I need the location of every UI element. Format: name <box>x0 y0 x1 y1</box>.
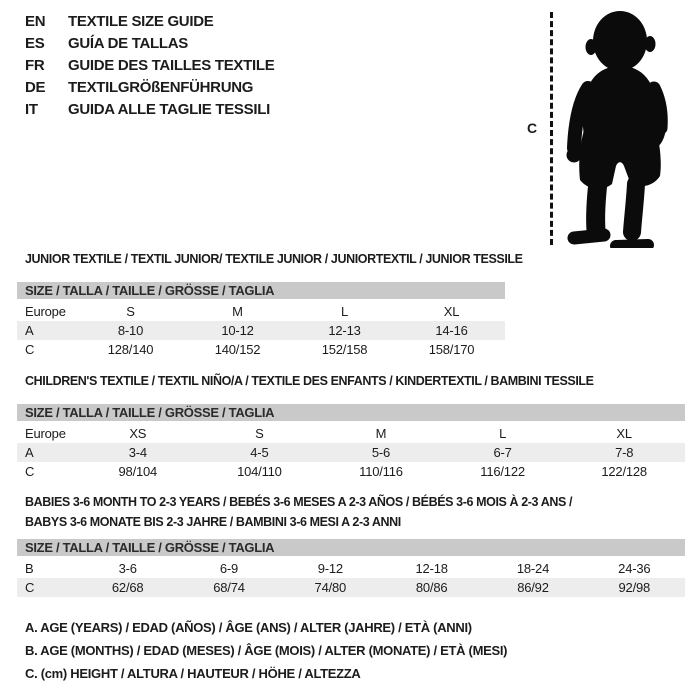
section-childrens-textile <box>17 371 685 481</box>
value-cell: XS <box>129 426 147 441</box>
value-cell: M <box>232 304 243 319</box>
row-label-cell: C <box>25 580 35 595</box>
value-cell: 3-4 <box>128 445 147 460</box>
value-cell: M <box>375 426 387 441</box>
language-code: EN <box>25 13 46 30</box>
value-cell: 12-18 <box>415 561 448 576</box>
value-cell: 98/104 <box>118 464 158 479</box>
value-cell: 4-5 <box>250 445 269 460</box>
table-row <box>17 578 685 597</box>
table-row <box>17 559 685 578</box>
value-cell: 80/86 <box>415 580 448 595</box>
value-cell: 12-13 <box>328 323 361 338</box>
legend-line: A. AGE (YEARS) / EDAD (AÑOS) / ÂGE (ANS) / ALTER (JAHRE) / ETÀ (ANNI) <box>25 620 472 635</box>
babies-section-title <box>25 492 685 532</box>
value-cell: 10-12 <box>221 323 254 338</box>
value-cell: 5-6 <box>371 445 391 460</box>
value-cell: 128/140 <box>107 342 154 357</box>
row-label-cell: C <box>25 464 35 479</box>
language-row <box>25 11 274 33</box>
row-label-cell: A <box>25 323 34 338</box>
language-row <box>25 33 274 55</box>
value-cell: 18-24 <box>516 561 550 576</box>
value-cell: 14-16 <box>435 323 468 338</box>
value-cell: 6-7 <box>493 445 512 460</box>
value-cell: 152/158 <box>321 342 368 357</box>
height-measure-label: C <box>527 120 538 136</box>
language-code: DE <box>25 79 46 96</box>
value-cell: 116/122 <box>480 464 525 479</box>
section-title-line: CHILDREN'S TEXTILE / TEXTIL NIÑO/A / TEXTILE DES ENFANTS / KINDERTEXTIL / BAMBINI TESSILE <box>25 374 594 388</box>
babies-size-table <box>17 559 685 597</box>
value-cell: 62/68 <box>111 580 144 595</box>
language-code: FR <box>25 57 45 74</box>
value-cell: 24-36 <box>618 561 651 576</box>
language-row <box>25 55 274 77</box>
value-cell: 3-6 <box>118 561 137 576</box>
row-label-cell: C <box>25 342 35 357</box>
junior-size-table <box>17 302 505 359</box>
value-cell: 86/92 <box>517 580 549 595</box>
value-cell: XL <box>443 304 460 319</box>
legend-line: B. AGE (MONTHS) / EDAD (MESES) / ÂGE (MOIS) / ALTER (MONATE) / ETÀ (MESI) <box>25 643 508 658</box>
row-label-cell: B <box>25 561 34 576</box>
language-title: TEXTILE SIZE GUIDE <box>68 13 214 30</box>
value-cell: S <box>126 304 135 319</box>
table-row <box>17 302 505 321</box>
language-title: GUIDA ALLE TAGLIE TESSILI <box>68 101 270 118</box>
table-row <box>17 443 685 462</box>
value-cell: S <box>255 426 264 441</box>
language-title: GUIDE DES TAILLES TEXTILE <box>68 57 275 74</box>
table-row <box>17 462 685 481</box>
babies-size-header-bar: SIZE / TALLA / TAILLE / GRÖSSE / TAGLIA <box>17 539 685 556</box>
section-title-line: BABYS 3-6 MONATE BIS 2-3 JAHRE / BAMBINI 3-6 MESI A 2-3 ANNI <box>25 515 401 529</box>
value-cell: 74/80 <box>314 580 347 595</box>
table-row <box>17 424 685 443</box>
value-cell: 7-8 <box>615 445 634 460</box>
junior-section-title <box>25 249 523 269</box>
value-cell: L <box>340 304 349 319</box>
value-cell: 8-10 <box>117 323 144 338</box>
row-label-cell: Europe <box>25 304 66 319</box>
legend-line: C. (cm) HEIGHT / ALTURA / HAUTEUR / HÖHE / ALTEZZA <box>25 666 361 681</box>
section-babies-textile <box>17 492 685 597</box>
language-title: TEXTILGRÖßENFÜHRUNG <box>68 79 254 96</box>
section-title-line: JUNIOR TEXTILE / TEXTIL JUNIOR/ TEXTILE JUNIOR / JUNIORTEXTIL / JUNIOR TESSILE <box>25 252 523 266</box>
table-row <box>17 340 505 359</box>
value-cell: 158/170 <box>428 342 475 357</box>
value-cell: 92/98 <box>618 580 651 595</box>
row-label-cell: Europe <box>25 426 66 441</box>
language-code: IT <box>25 101 38 118</box>
value-cell: 104/110 <box>237 464 282 479</box>
section-title-line: BABIES 3-6 MONTH TO 2-3 YEARS / BEBÉS 3-6 MESES A 2-3 AÑOS / BÉBÉS 3-6 MOIS À 2-3 ANS / <box>25 495 573 509</box>
language-title-list <box>25 11 274 121</box>
baby-silhouette <box>561 6 683 248</box>
children-size-table <box>17 424 685 481</box>
language-row <box>25 99 274 121</box>
value-cell: L <box>499 426 507 441</box>
value-cell: 110/116 <box>359 464 403 479</box>
measurement-legend <box>25 616 507 685</box>
children-section-title <box>25 371 685 391</box>
language-row <box>25 77 274 99</box>
junior-size-header-bar: SIZE / TALLA / TAILLE / GRÖSSE / TAGLIA <box>17 282 505 299</box>
row-label-cell: A <box>25 445 34 460</box>
value-cell: 9-12 <box>317 561 343 576</box>
value-cell: XL <box>616 426 632 441</box>
section-junior-textile <box>17 249 523 359</box>
language-code: ES <box>25 35 45 52</box>
value-cell: 122/128 <box>601 464 647 479</box>
value-cell: 140/152 <box>214 342 261 357</box>
table-row <box>17 321 505 340</box>
height-measure-dashed-line <box>550 12 553 245</box>
value-cell: 68/74 <box>213 580 245 595</box>
children-size-header-bar: SIZE / TALLA / TAILLE / GRÖSSE / TAGLIA <box>17 404 685 421</box>
value-cell: 6-9 <box>219 561 239 576</box>
language-title: GUÍA DE TALLAS <box>68 35 188 52</box>
